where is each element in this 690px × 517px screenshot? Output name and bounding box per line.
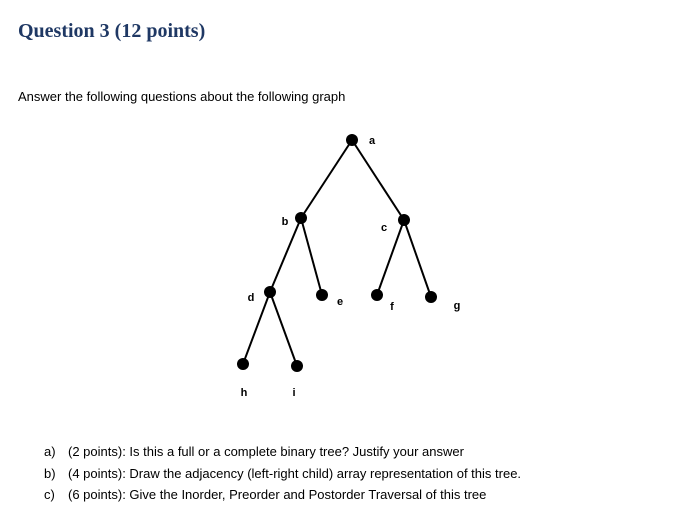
tree-node-g [425, 291, 437, 303]
question-text: (6 points): Give the Inorder, Preorder and Postorder Traversal of this tree [68, 487, 487, 502]
question-text: (4 points): Draw the adjacency (left-right child) array representation of this tree. [68, 465, 522, 481]
tree-node-a [346, 134, 358, 146]
question-marker: b) [44, 465, 56, 481]
tree-edge-b-e [301, 218, 322, 295]
question-intro: Answer the following questions about the following graph [18, 89, 346, 104]
question-marker: a) [44, 444, 56, 459]
tree-node-label-i: i [292, 386, 296, 399]
tree-node-b [295, 212, 307, 224]
tree-node-label-b: b [281, 215, 289, 228]
question-item-c [44, 484, 521, 506]
tree-node-f [371, 289, 383, 301]
tree-node-i [291, 360, 303, 372]
tree-node-label-h: h [240, 386, 248, 399]
tree-node-label-c: c [380, 221, 388, 234]
question-text: (2 points): Is this a full or a complete binary tree? Justify your answer [68, 444, 464, 459]
question-marker: c) [44, 487, 55, 502]
tree-node-d [264, 286, 276, 298]
tree-edge-a-c [352, 140, 404, 220]
tree-edge-c-g [404, 220, 431, 297]
tree-node-e [316, 289, 328, 301]
tree-node-label-d: d [247, 291, 255, 304]
tree-node-label-a: a [368, 134, 376, 147]
tree-edge-d-i [270, 292, 297, 366]
tree-node-label-e: e [336, 295, 344, 308]
tree-node-label-g: g [453, 299, 461, 312]
tree-node-c [398, 214, 410, 226]
tree-edge-a-b [301, 140, 352, 218]
question-title: Question 3 (12 points) [18, 20, 206, 42]
tree-edge-b-d [270, 215, 301, 292]
question-item-a [44, 441, 521, 463]
tree-node-label-f: f [390, 300, 394, 313]
question-item-b [44, 463, 521, 485]
question-list [44, 441, 521, 506]
tree-node-h [237, 358, 249, 370]
